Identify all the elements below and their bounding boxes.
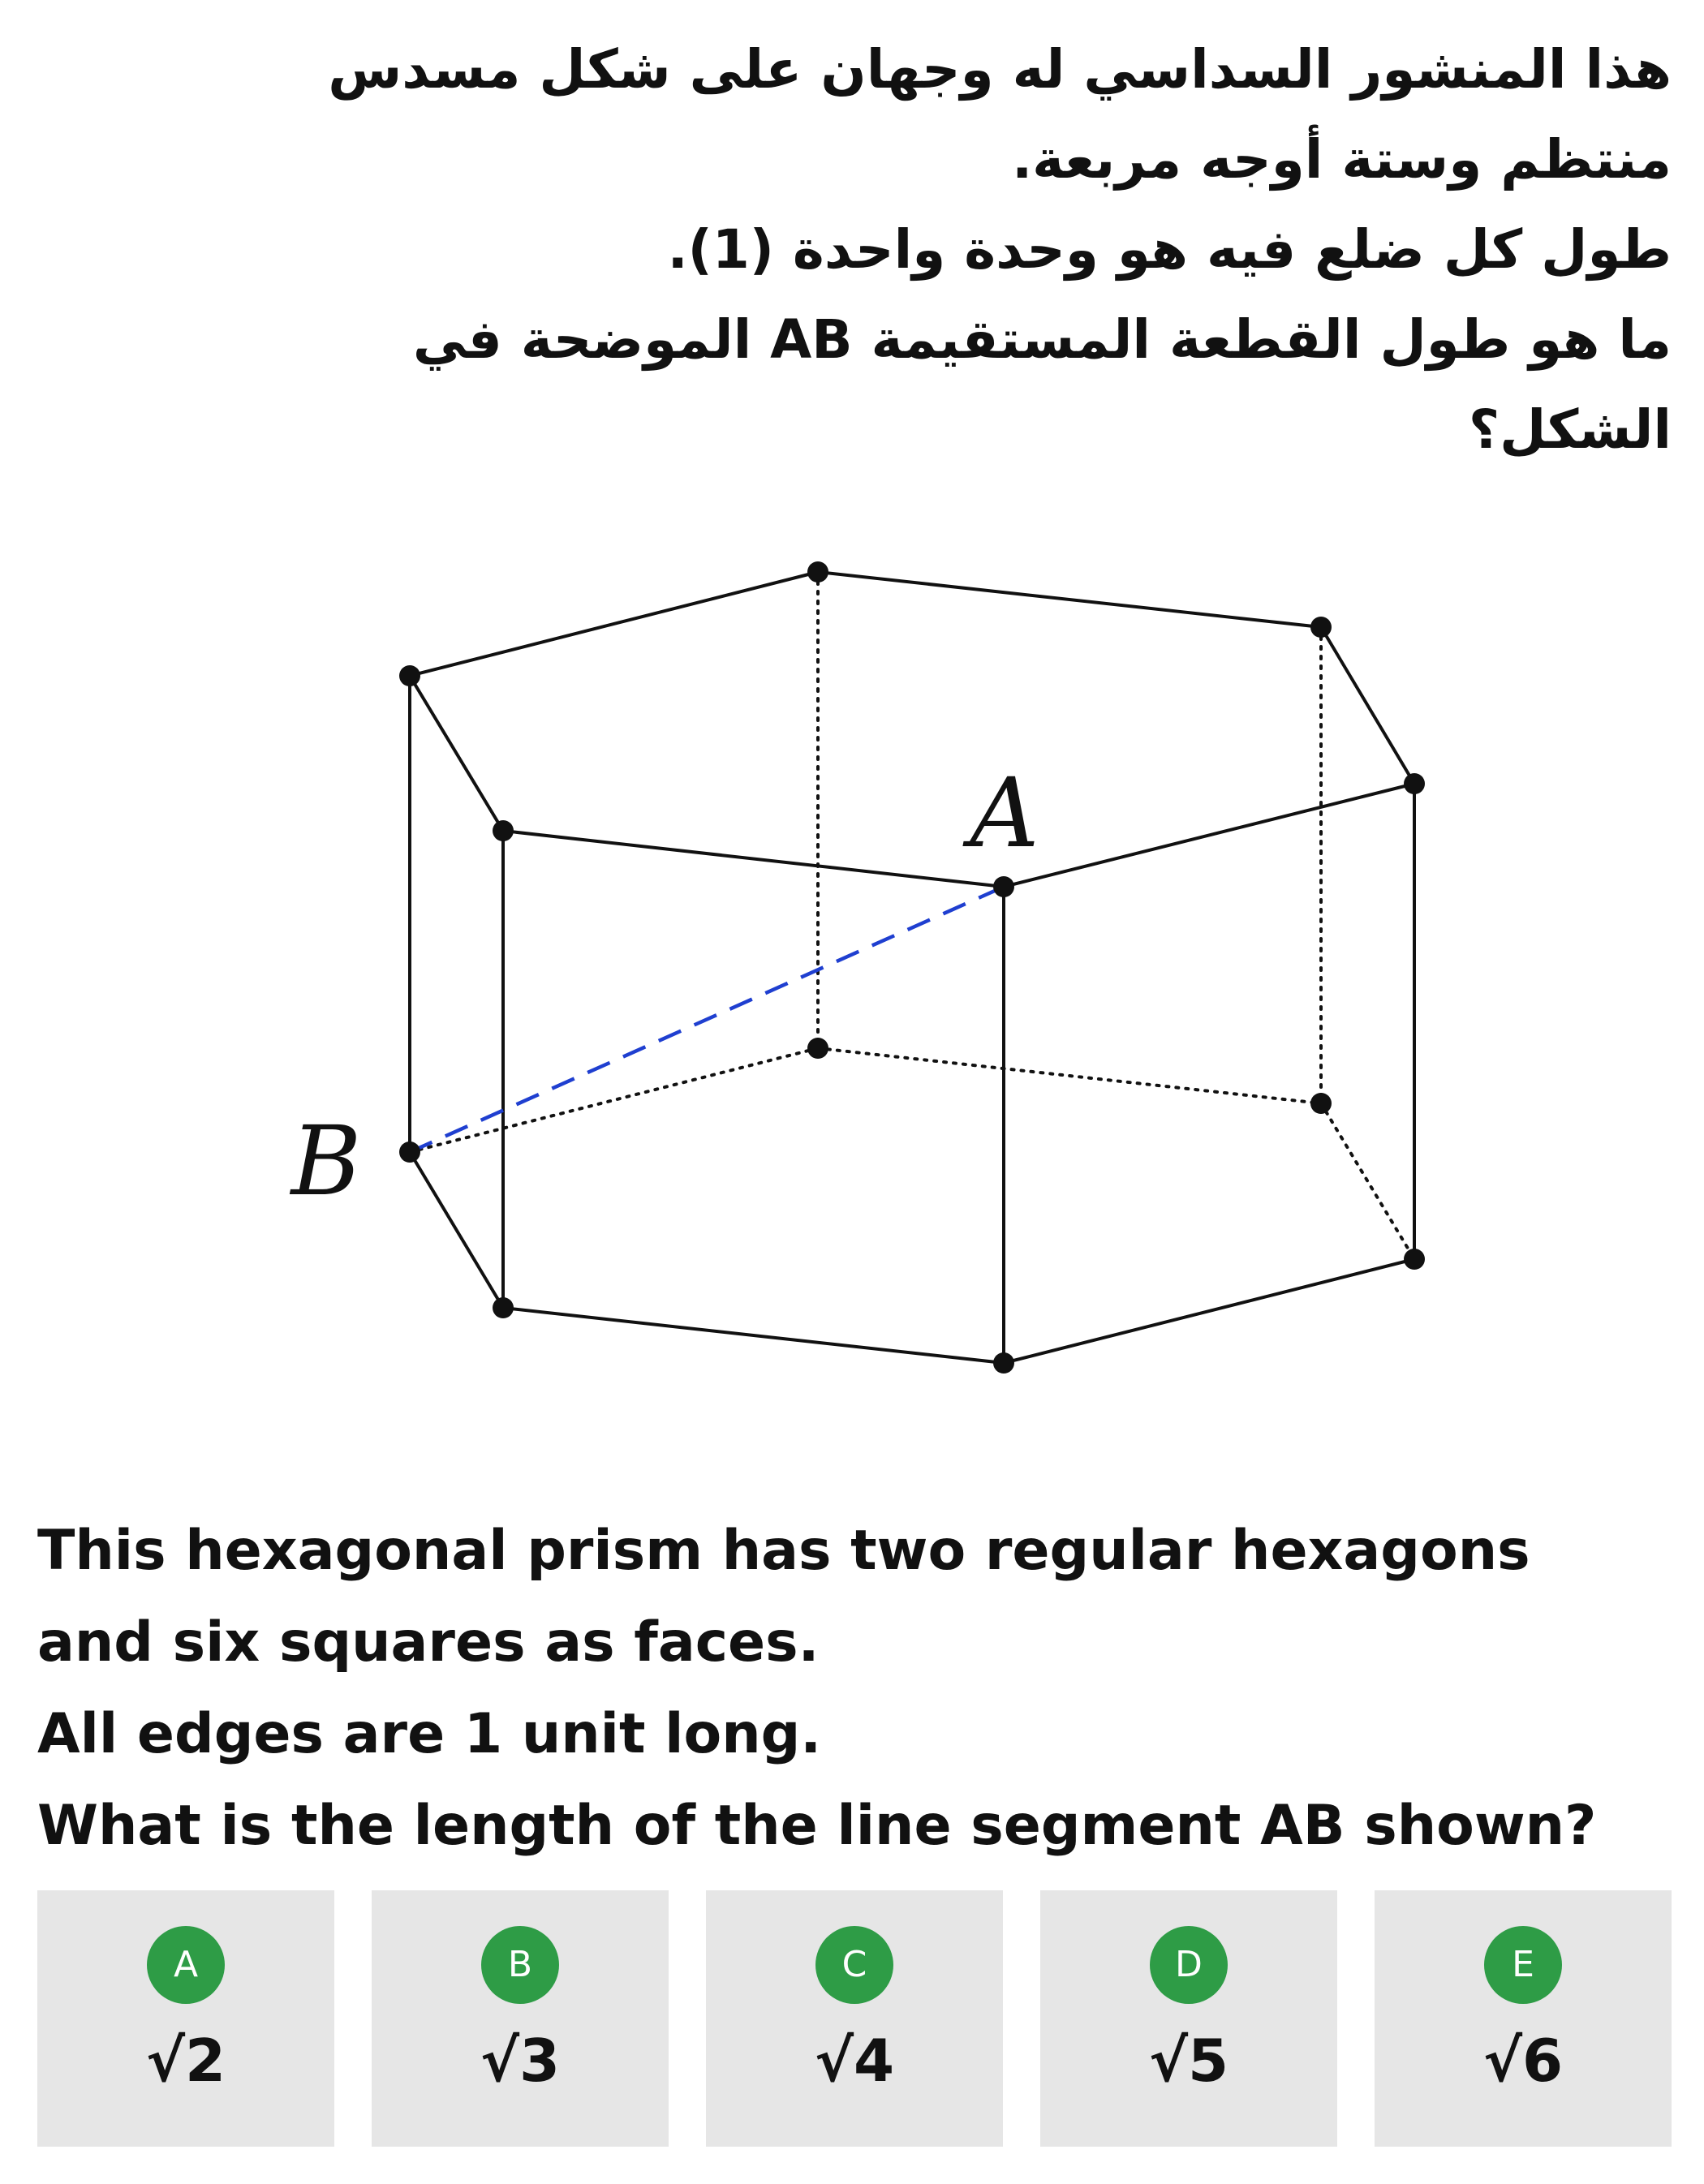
vertex-dot	[1310, 617, 1332, 638]
option-letter-badge: B	[481, 1926, 559, 2004]
option-value: √6	[1482, 2027, 1564, 2095]
vertex-dot	[493, 820, 514, 841]
arabic-question-line: الشكل؟	[1468, 398, 1672, 461]
vertex-dot	[1310, 1093, 1332, 1114]
hidden-edge	[818, 1048, 1321, 1103]
option-value: √5	[1148, 2027, 1229, 2095]
vertex-label-b: B	[290, 1105, 362, 1217]
vertex-dot	[807, 561, 828, 583]
hidden-edge	[410, 1048, 818, 1152]
option-b[interactable]	[372, 1890, 669, 2147]
option-value: √2	[145, 2027, 226, 2095]
arabic-question-line: منتظم وستة أوجه مربعة.	[1012, 128, 1672, 191]
english-question	[37, 1505, 1668, 1872]
english-question-line: This hexagonal prism has two regular hexagons	[37, 1519, 1530, 1583]
vertex-label-a: A	[970, 757, 1039, 869]
arabic-question-line: طول كل ضلع فيه هو وحدة واحدة (1).	[667, 218, 1672, 281]
option-value: √3	[480, 2027, 561, 2095]
vertex-dot	[493, 1297, 514, 1318]
option-value: √4	[814, 2027, 895, 2095]
vertex-dot	[1404, 1249, 1425, 1270]
top-hexagon	[410, 572, 1414, 887]
segment-ab	[410, 887, 1004, 1152]
hexagonal-prism-figure	[0, 519, 1704, 1395]
arabic-question-line: ما هو طول القطعة المستقيمة AB الموضحة في	[412, 308, 1672, 371]
option-c[interactable]	[706, 1890, 1003, 2147]
vertex-dot	[399, 1141, 420, 1163]
bottom-hexagon-visible	[410, 1152, 1414, 1363]
vertex-dot	[1404, 773, 1425, 794]
option-letter-badge: A	[147, 1926, 225, 2004]
option-d[interactable]	[1040, 1890, 1337, 2147]
hidden-edges	[410, 572, 1414, 1259]
vertex-dot	[807, 1038, 828, 1059]
option-letter-badge: D	[1150, 1926, 1228, 2004]
english-question-line: All edges are 1 unit long.	[37, 1702, 822, 1766]
answer-options	[37, 1890, 1672, 2147]
vertices	[399, 561, 1425, 1374]
english-question-line: What is the length of the line segment AB shown?	[37, 1794, 1597, 1858]
arabic-question-line: هذا المنشور السداسي له وجهان على شكل مسدس	[328, 38, 1672, 101]
hidden-edge	[1321, 1103, 1414, 1259]
vertex-dot	[399, 665, 420, 686]
option-letter-badge: E	[1484, 1926, 1562, 2004]
vertex-dot	[993, 876, 1014, 897]
option-a[interactable]	[37, 1890, 334, 2147]
arabic-question	[49, 24, 1672, 475]
visible-edges	[410, 572, 1414, 1363]
english-question-line: and six squares as faces.	[37, 1610, 820, 1675]
option-e[interactable]	[1375, 1890, 1672, 2147]
vertex-dot	[993, 1352, 1014, 1374]
option-letter-badge: C	[815, 1926, 893, 2004]
